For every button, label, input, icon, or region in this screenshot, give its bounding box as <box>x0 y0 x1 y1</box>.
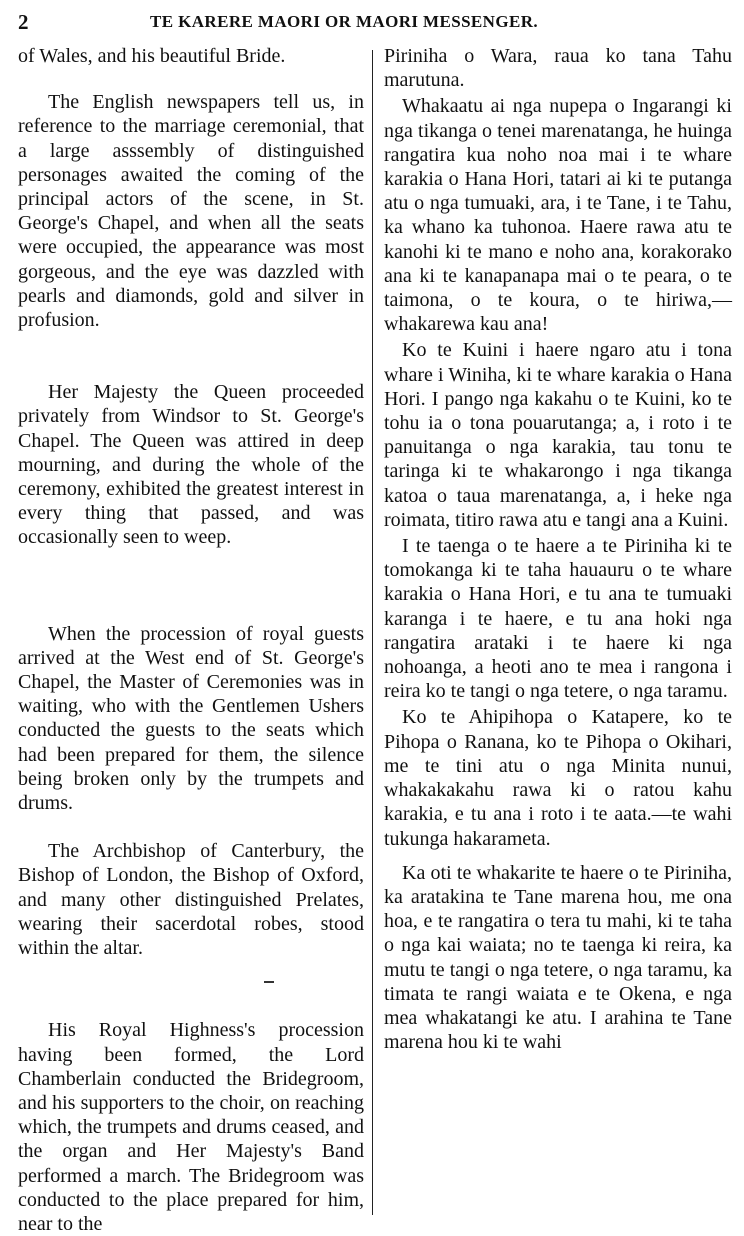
maori-paragraph-1: Whakaatu ai nga nupepa o Ingarangi ki nga tikanga o tenei marenatanga, he huinga rangatira kua noho noa mai i te whare karakia o Hana Hori, tatari ai ki te putanga atu o nga tumuaki, ara, i te Tane, i te Tahu, ka whano ka tuhonoa. Haere rawa atu te kanohi ki te mano e noho ana, korakorako ana ki te kanapanapa mai o te peara, o te taimona, o te koura, o te hiriwa,— whakarewa kau ana! <box>384 95 732 336</box>
english-paragraph-1: The English newspapers tell us, in reference to the marriage ceremonial, that a large asssembly of distinguished personages awaited the coming of the principal actors of the scene, in St. George's Chapel, and when all the seats were occupied, the appearance was most gorgeous, and the eye was dazzled with pearls and diamonds, gold and silver in profusion. <box>18 91 364 332</box>
maori-paragraph-2: Ko te Kuini i haere ngaro atu i tona whare i Winiha, ki te whare karakia o Hana Hori. I pango nga kakahu o te Kuini, ko te tohu ia o tona pouarutanga; a, i roto i te panuitanga o nga karakia, tau tonu te taringa ki te whakarongo i nga tikanga katoa o taua marenatanga, a, i heke nga roimata, titiro rawa atu e tangi ana a Kuini. <box>384 339 732 531</box>
english-paragraph-0: of Wales, and his beautiful Bride. <box>18 45 286 67</box>
maori-paragraph-0: Piriniha o Wara, raua ko tana Tahu marutuna. <box>384 45 732 92</box>
masthead-title: TE KARERE MAORI OR MAORI MESSENGER. <box>150 12 539 31</box>
maori-column <box>384 44 732 1054</box>
page-number: 2 <box>18 10 29 34</box>
english-column <box>18 44 364 1236</box>
english-paragraph-3: When the procession of royal guests arrived at the West end of St. George's Chapel, the Master of Ceremonies was in waiting, who with the Gentlemen Ushers conducted the guests to the seats which had been prepared for them, the silence being broken only by the trumpets and drums. <box>18 622 364 815</box>
maori-paragraph-4: Ko te Ahipihopa o Katapere, ko te Pihopa o Ranana, ko te Pihopa o Okihari, me te tini atu o nga Minita nunui, whakakakahu rawa ki o ratou kahu karakia, e tu ana i roto i te aata.—te wahi tukunga hakarameta. <box>384 706 732 850</box>
page-header <box>0 6 744 40</box>
column-divider <box>372 50 373 1215</box>
english-paragraph-4: The Archbishop of Canterbury, the Bishop of London, the Bishop of Oxford, and many other distinguished Prelates, wearing their sacerdotal robes, stood within the altar. <box>18 840 364 960</box>
english-paragraph-2: Her Majesty the Queen proceeded privately from Windsor to St. George's Chapel. The Queen was attired in deep mourning, and during the whole of the ceremony, exhibited the greatest interest in every thing that passed, and was occasionally seen to weep. <box>18 381 364 549</box>
maori-paragraph-5: Ka oti te whakarite te haere o te Piriniha, ka aratakina te Tane marena hou, me ona hoa, e te rangatira o tera tu mahi, ki te taha o nga kai waiata; no te taenga ki reira, ka mutu te tangi o nga tetere, o nga taramu, ka timata te rangi waiata e te Okena, e nga mea whakatangi ke atu. I arahina te Tane marena hou ki te wahi <box>384 861 732 1054</box>
section-dash <box>264 981 274 983</box>
maori-paragraph-3: I te taenga o te haere a te Piriniha ki te tomokanga ki te taha hauauru o te whare karakia o Hana Hori, e tu ana te tumuaki karanga i te haere, e tu ana hoki nga rangatira arataki i te haere ki nga nohoanga, a heoti ano te mea i rangona i reira ko te tangi o nga tetere, o nga taramu. <box>384 535 732 703</box>
english-paragraph-5: His Royal Highness's procession having been formed, the Lord Chamberlain conducted the Bridegroom, and his supporters to the choir, on reaching which, the trumpets and drums ceased, and the organ and Her Majesty's Band performed a march. The Bridegroom was conducted to the place prepared for him, near to the <box>18 1019 364 1235</box>
